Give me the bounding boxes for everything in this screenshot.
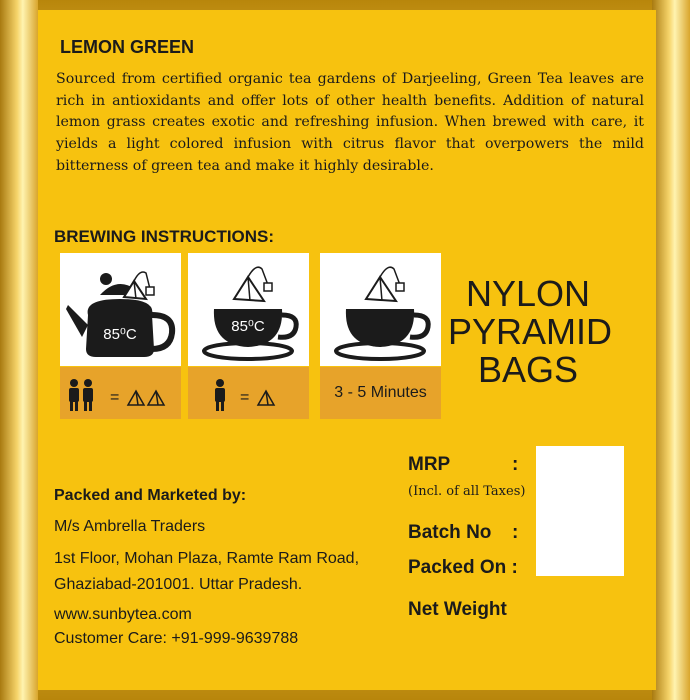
net-weight-label: Net Weight <box>408 599 507 620</box>
packer-website: www.sunbytea.com <box>54 606 192 623</box>
temp-label-1: 85⁰C <box>103 326 137 343</box>
batch-colon: : <box>512 522 519 543</box>
gold-frame-right <box>652 0 690 700</box>
bag-type <box>448 273 613 390</box>
steep-time: 3 - 5 Minutes <box>334 384 427 401</box>
brew-step-steep <box>320 253 441 366</box>
mrp-note: (Incl. of all Taxes) <box>408 484 526 499</box>
equals-sign: = <box>110 389 120 406</box>
packed-heading: Packed and Marketed by: <box>54 487 247 504</box>
teapot-icon <box>60 253 181 366</box>
brew-step-teapot-ratio <box>60 367 181 419</box>
gold-frame-left <box>0 0 38 700</box>
equals-sign: = <box>240 389 250 406</box>
packer-address-2: Ghaziabad-201001. Uttar Pradesh. <box>54 576 303 593</box>
people-bags-ratio-1 <box>188 367 309 419</box>
price-box <box>536 446 624 576</box>
people-bags-ratio-2 <box>60 367 181 419</box>
customer-care: Customer Care: +91-999-9639788 <box>54 630 299 647</box>
person-icon <box>215 379 225 411</box>
brew-step-steep-time <box>320 367 441 419</box>
brew-step-cup <box>188 253 309 366</box>
brewing-heading: BREWING INSTRUCTIONS: <box>54 227 275 246</box>
mrp-label: MRP <box>408 454 451 475</box>
packer-address-1: 1st Floor, Mohan Plaza, Ramte Ram Road, <box>54 550 360 567</box>
pyramid-bag-icon <box>258 391 274 405</box>
bag-type-line-2: PYRAMID <box>448 311 613 352</box>
bag-type-line-1: NYLON <box>465 273 591 314</box>
temp-label-2: 85⁰C <box>231 318 265 335</box>
packed-on-label: Packed On : <box>408 557 518 578</box>
person-icon <box>69 379 93 411</box>
mrp-colon: : <box>512 454 519 475</box>
bag-type-line-3: BAGS <box>477 349 579 390</box>
pyramid-bag-icon <box>128 391 164 405</box>
teacup-icon <box>188 253 309 366</box>
packer-name: M/s Ambrella Traders <box>54 518 206 535</box>
label-panel <box>38 10 656 690</box>
teacup-icon <box>320 253 441 366</box>
product-name: LEMON GREEN <box>60 37 195 57</box>
brew-step-cup-ratio <box>188 367 309 419</box>
batch-label: Batch No <box>408 522 492 543</box>
product-description: Sourced from certified organic tea gardens of Darjeeling, Green Tea leaves are rich in antioxidants and offer lots of other health benefits. Addition of natural lemon grass creates exotic and refreshing infusion. When brewed with care, it yields a light colored infusion with citrus flavor that overpowers the mild bitterness of green tea and make it highly desirable. <box>56 71 644 174</box>
brew-step-teapot <box>60 253 181 366</box>
